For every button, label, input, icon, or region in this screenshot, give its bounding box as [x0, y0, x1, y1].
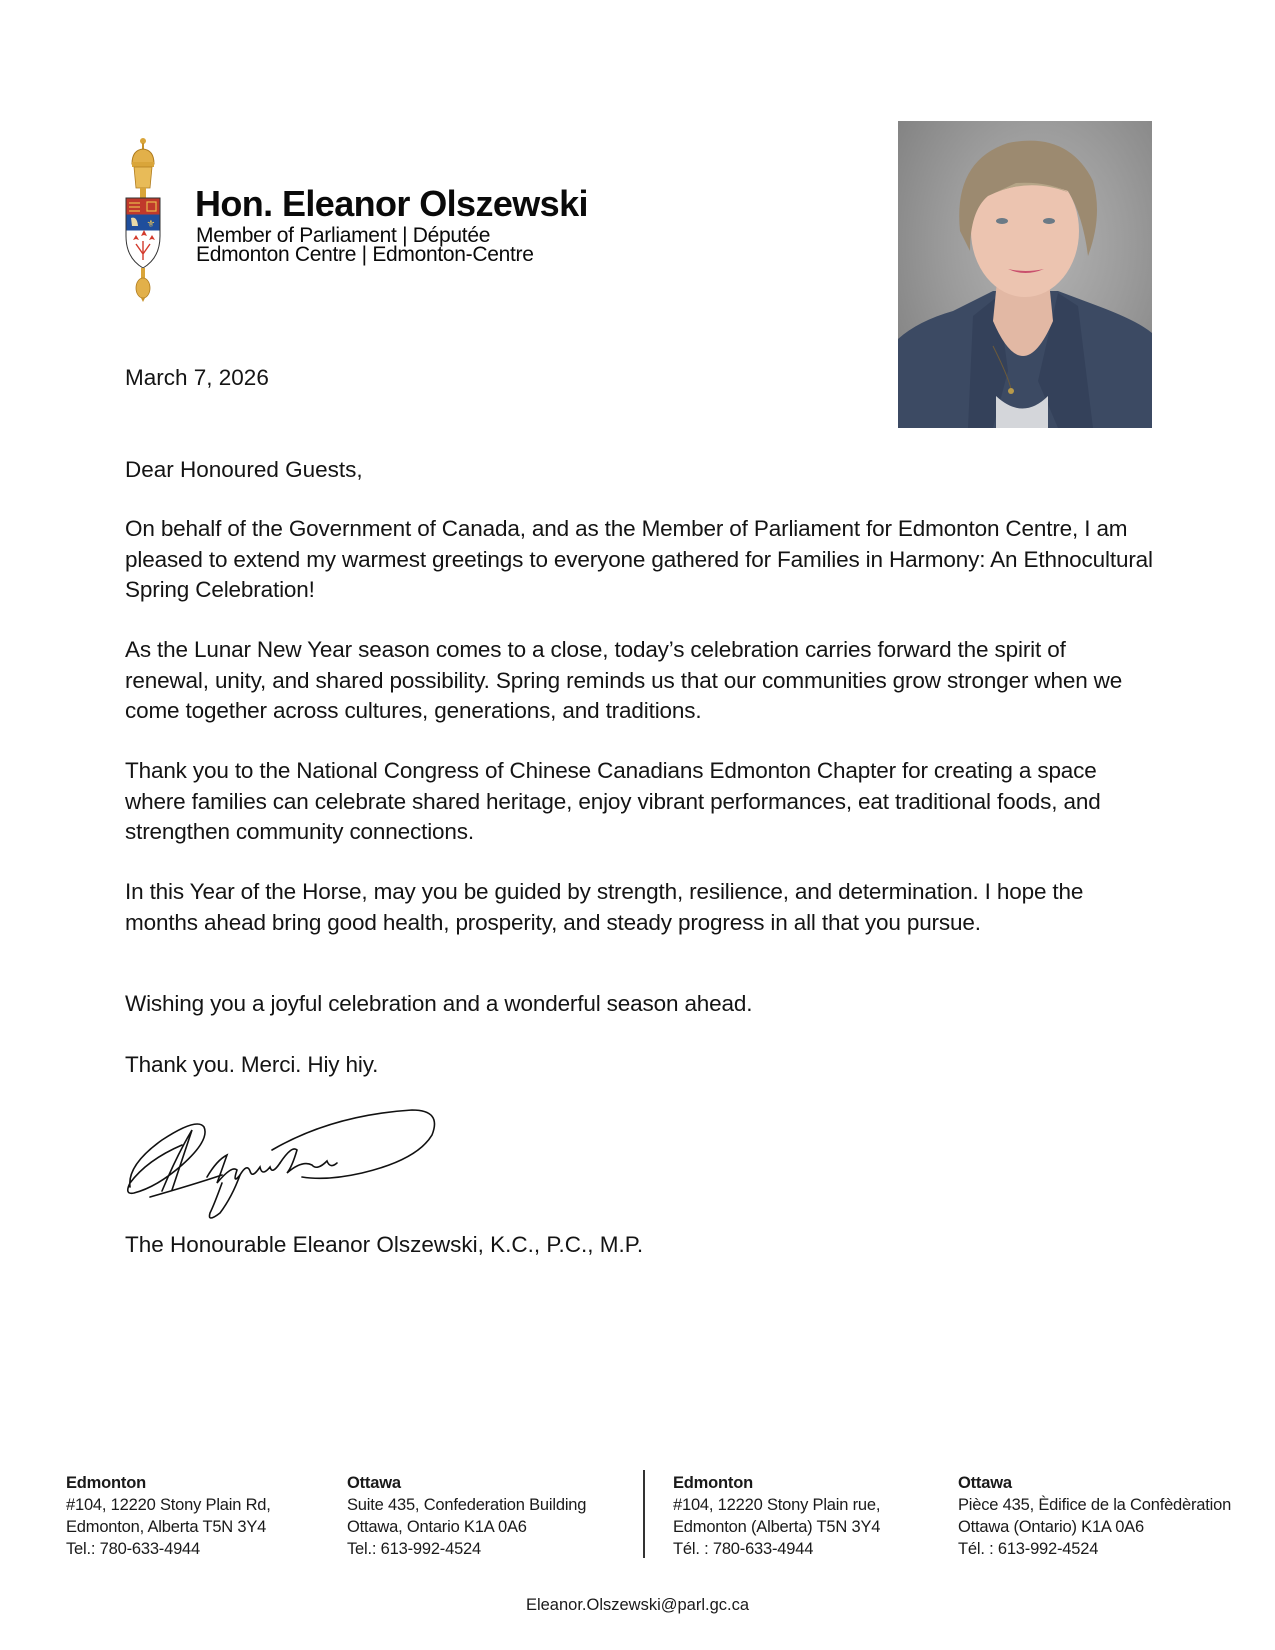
house-of-commons-crest-icon	[123, 136, 163, 302]
mp-role-block	[196, 224, 534, 266]
paragraph-year-of-horse: In this Year of the Horse, may you be guided by strength, resilience, and determination. I hope the months ahead bring good health, prosperity, and steady progress in all that you pursue.	[125, 879, 1084, 935]
footer-address-line: Suite 435, Confederation Building	[347, 1496, 587, 1514]
footer-heading: Ottawa	[958, 1474, 1012, 1492]
role-line: Member of Parliament | Députée	[196, 224, 491, 247]
footer-address-line: #104, 12220 Stony Plain rue,	[673, 1496, 881, 1514]
footer-heading: Ottawa	[347, 1474, 401, 1492]
salutation: Dear Honoured Guests,	[125, 457, 363, 482]
letter-date: March 7, 2026	[125, 365, 269, 390]
paragraph-lunar-new-year: As the Lunar New Year season comes to a close, today’s celebration carries forward the spirit of renewal, unity, and shared possibility. Spring reminds us that our communities grow stronger when we come together across cultures, generations, and traditions.	[125, 637, 1123, 723]
footer-heading: Edmonton	[673, 1474, 753, 1492]
closing-signatory-name: The Honourable Eleanor Olszewski, K.C., P.C., M.P.	[125, 1232, 644, 1257]
footer-phone: Tél. : 613-992-4524	[958, 1540, 1099, 1558]
footer-address-line: Pièce 435, Èdifice de la Confèdèration	[958, 1496, 1232, 1514]
footer-address-line: Ottawa (Ontario) K1A 0A6	[958, 1518, 1144, 1536]
svg-text:⚜: ⚜	[146, 219, 156, 230]
footer-email-link[interactable]: Eleanor.Olszewski@parl.gc.ca	[525, 1596, 750, 1614]
footer-ottawa-office-fr	[958, 1472, 1231, 1560]
footer-phone: Tél. : 780-633-4944	[673, 1540, 814, 1558]
footer-address-line: Ottawa, Ontario K1A 0A6	[347, 1518, 527, 1536]
footer-edmonton-office-fr	[673, 1472, 880, 1560]
portrait-photo	[898, 121, 1152, 428]
paragraph-sign-off: Thank you. Merci. Hiy hiy.	[125, 1052, 379, 1077]
footer-phone: Tel.: 613-992-4524	[347, 1540, 481, 1558]
footer-divider	[643, 1470, 645, 1558]
footer-ottawa-office-en	[347, 1472, 586, 1560]
footer-heading: Edmonton	[66, 1474, 146, 1492]
riding-line: Edmonton Centre | Edmonton-Centre	[196, 243, 534, 266]
footer-address-line: Edmonton (Alberta) T5N 3Y4	[673, 1518, 881, 1536]
paragraph-wishes: Wishing you a joyful celebration and a wonderful season ahead.	[125, 991, 753, 1016]
footer-address-line: #104, 12220 Stony Plain Rd,	[66, 1496, 271, 1514]
footer-phone: Tel.: 780-633-4944	[66, 1540, 200, 1558]
mp-name-heading: Hon. Eleanor Olszewski	[195, 183, 588, 224]
handwritten-signature-icon	[122, 1105, 462, 1220]
footer-address-line: Edmonton, Alberta T5N 3Y4	[66, 1518, 267, 1536]
paragraph-thanks-organizers: Thank you to the National Congress of Chinese Canadians Edmonton Chapter for creating a space where families can celebrate shared heritage, enjoy vibrant performances, eat traditional foods, and strengthen community connections.	[125, 758, 1101, 844]
paragraph-greeting: On behalf of the Government of Canada, and as the Member of Parliament for Edmonton Centre, I am pleased to extend my warmest greetings to everyone gathered for Families in Harmony: An Ethnocultural Spring Celebration!	[125, 516, 1153, 602]
footer-edmonton-office-en	[66, 1472, 271, 1560]
